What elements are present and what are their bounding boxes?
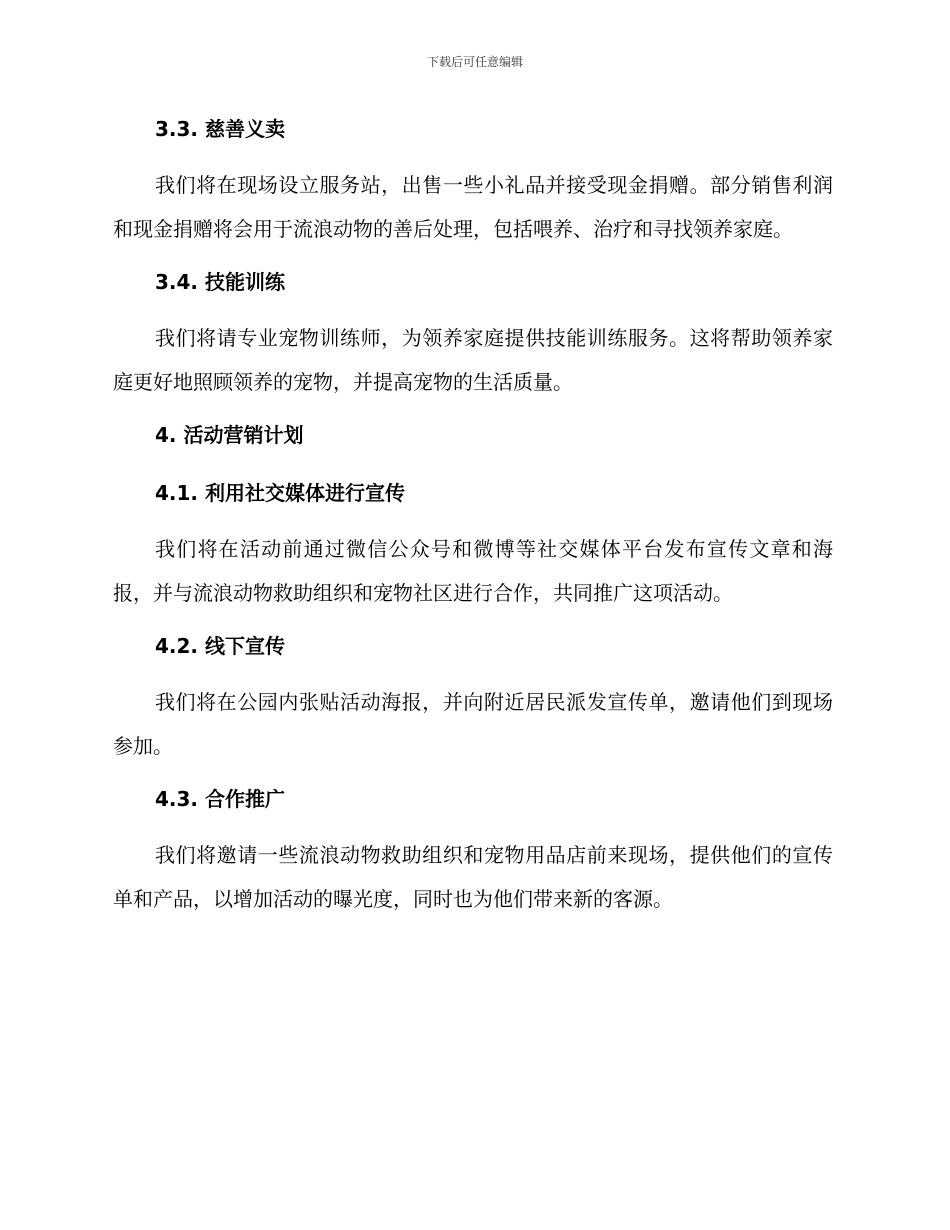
section-body-4-1: 我们将在活动前通过微信公众号和微博等社交媒体平台发布宣传文章和海报，并与流浪动物救助组织和宠物社区进行合作，共同推广这项活动。 — [113, 537, 833, 605]
section-body-4-3: 我们将邀请一些流浪动物救助组织和宠物用品店前来现场，提供他们的宣传单和产品，以增加活动的曝光度，同时也为他们带来新的客源。 — [113, 843, 833, 911]
section-heading-4: 4. 活动营销计划 — [155, 423, 304, 447]
section-body-3-3: 我们将在现场设立服务站，出售一些小礼品并接受现金捐赠。部分销售利润和现金捐赠将会用于流浪动物的善后处理，包括喂养、治疗和寻找领养家庭。 — [113, 173, 833, 241]
section-heading-4-1: 4.1. 利用社交媒体进行宣传 — [155, 481, 405, 505]
section-heading-3-3: 3.3. 慈善义卖 — [155, 117, 285, 141]
section-heading-3-4: 3.4. 技能训练 — [155, 270, 285, 294]
section-heading-4-3: 4.3. 合作推广 — [155, 787, 285, 811]
section-body-3-4: 我们将请专业宠物训练师，为领养家庭提供技能训练服务。这将帮助领养家庭更好地照顾领养的宠物，并提高宠物的生活质量。 — [113, 326, 833, 394]
header-note: 下载后可任意编辑 — [426, 55, 523, 69]
document-body — [113, 112, 833, 921]
section-body-4-2: 我们将在公园内张贴活动海报，并向附近居民派发宣传单，邀请他们到现场参加。 — [113, 690, 833, 758]
section-heading-4-2: 4.2. 线下宣传 — [155, 634, 285, 658]
